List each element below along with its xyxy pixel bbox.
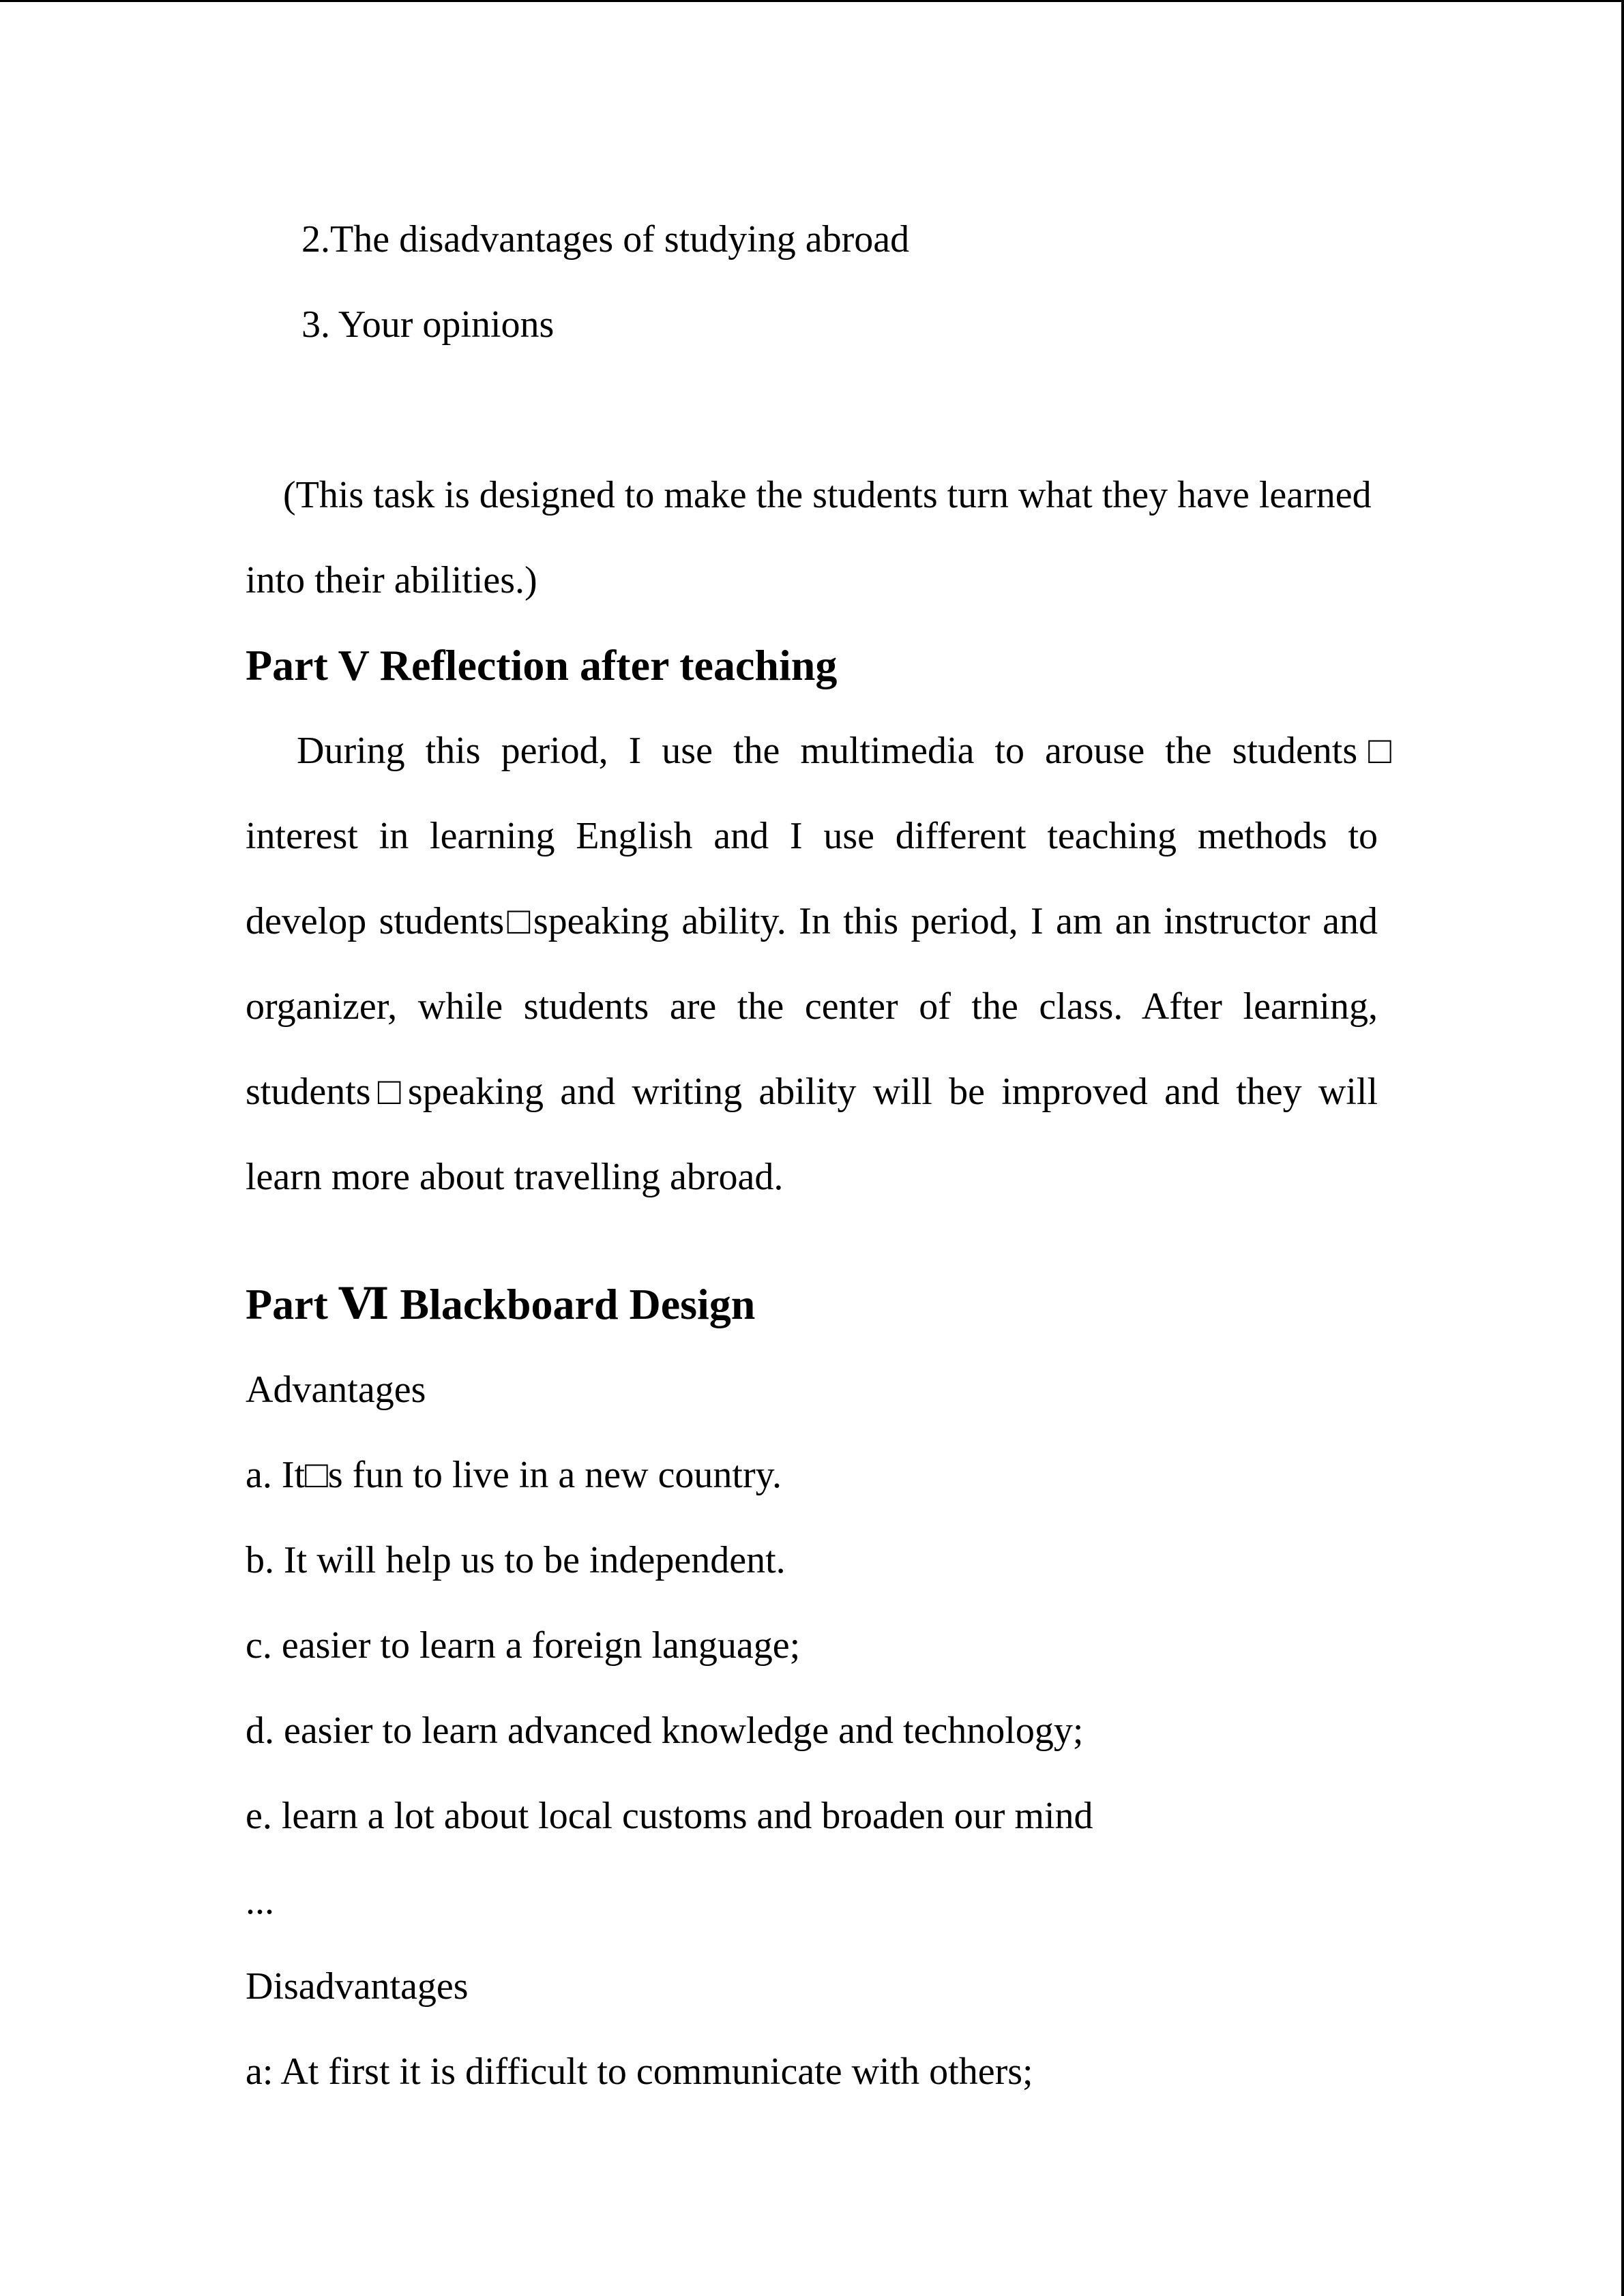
disadvantages-label: Disadvantages [246, 1965, 469, 2008]
part5-paragraph-line: organizer, while students are the center of the class. After learning, [246, 985, 1378, 1028]
advantage-item: d. easier to learn advanced knowledge and technology; [246, 1710, 1084, 1752]
task-note-line-1: (This task is designed to make the students turn what they have learned [283, 474, 1372, 516]
part5-paragraph-line: develop students□speaking ability. In this period, I am an instructor and [246, 900, 1378, 942]
page-top-border [0, 0, 1624, 2]
advantages-label: Advantages [246, 1369, 426, 1411]
page-right-border [1621, 0, 1624, 2296]
list-item-opinions: 3. Your opinions [301, 303, 555, 346]
advantage-item: a. It□s fun to live in a new country. [246, 1454, 782, 1496]
part5-paragraph-line: learn more about travelling abroad. [246, 1156, 784, 1198]
part5-paragraph-line: interest in learning English and I use different teaching methods to [246, 815, 1378, 857]
advantage-item: e. learn a lot about local customs and broaden our mind [246, 1795, 1093, 1837]
task-note-line-2: into their abilities.) [246, 559, 537, 601]
part5-paragraph-line: students□speaking and writing ability will be improved and they will [246, 1071, 1378, 1113]
advantage-item-ellipsis: ... [246, 1880, 274, 1922]
part6-heading: Part Ⅵ Blackboard Design [246, 1280, 756, 1328]
disadvantage-item: a: At first it is difficult to communicate with others; [246, 2051, 1033, 2093]
advantage-item: c. easier to learn a foreign language; [246, 1624, 801, 1667]
advantage-item: b. It will help us to be independent. [246, 1539, 786, 1581]
part5-paragraph-line: During this period, I use the multimedia to arouse the students□ [297, 730, 1391, 772]
list-item-disadvantages: 2.The disadvantages of studying abroad [301, 218, 910, 260]
part5-heading: Part V Reflection after teaching [246, 641, 838, 689]
